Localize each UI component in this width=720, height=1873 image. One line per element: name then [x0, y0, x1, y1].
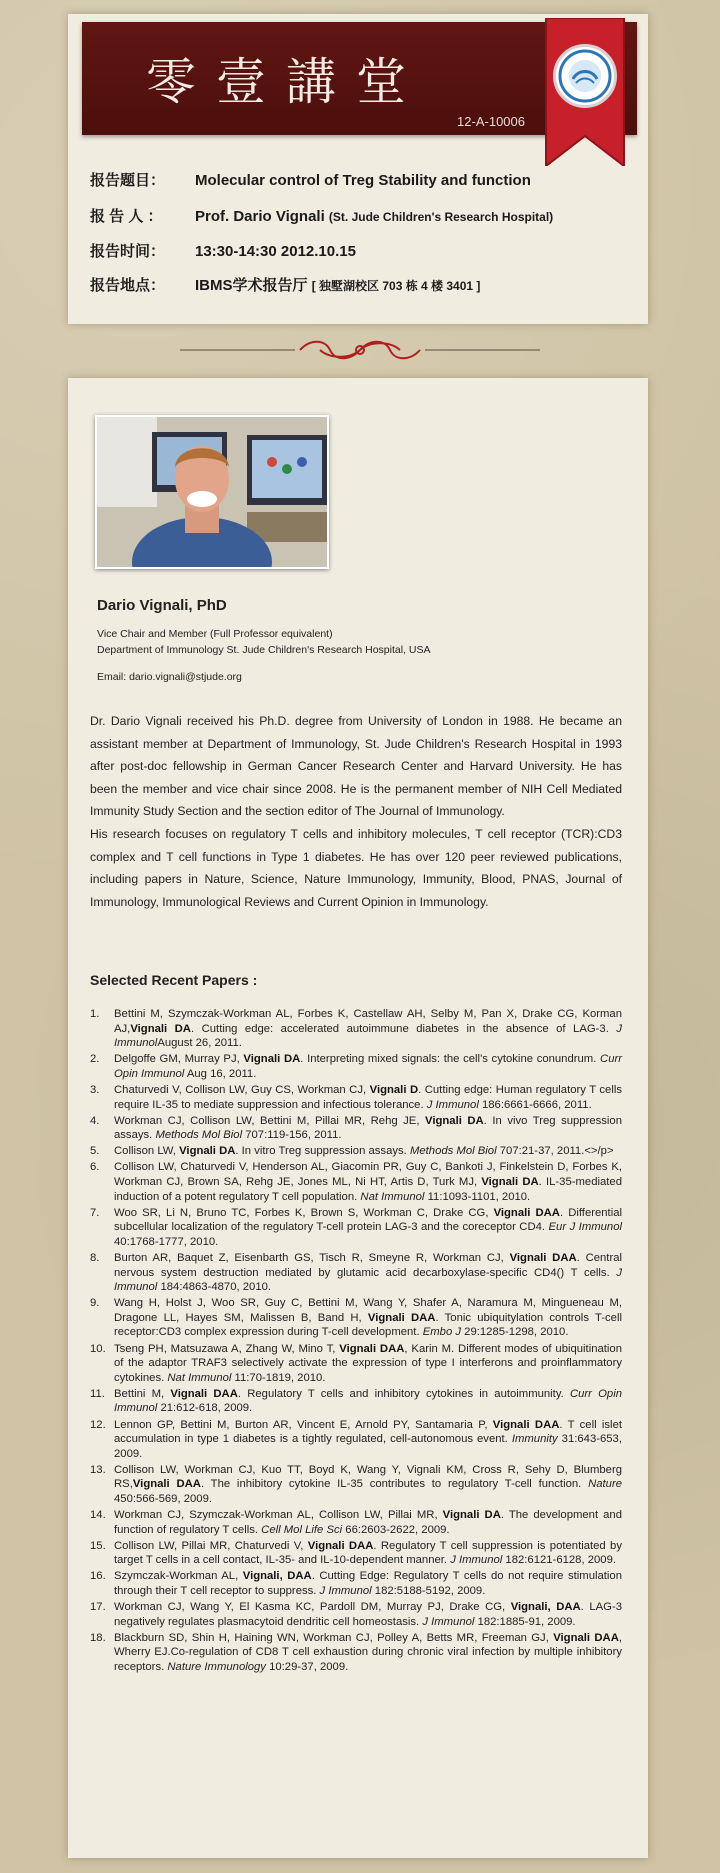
- paper-title: . Interpreting mixed signals: the cell's cytokine conundrum.: [300, 1053, 601, 1066]
- paper-item: [90, 1206, 622, 1250]
- paper-number: 13.: [90, 1463, 106, 1476]
- paper-number: 6.: [90, 1161, 100, 1174]
- paper-authors: Blackburn SD, Shin H, Haining WN, Workman CJ, Polley A, Betts MR, Freeman GJ,: [114, 1631, 554, 1644]
- paper-item: [90, 1463, 622, 1507]
- banner-code: 12-A-10006: [457, 114, 525, 129]
- paper-item: [90, 1052, 622, 1081]
- paper-authors: Burton AR, Baquet Z, Eisenbarth GS, Tisch R, Smeyne R, Workman CJ,: [114, 1252, 510, 1264]
- paper-item: [90, 1160, 622, 1204]
- paper-journal: Curr Opin Immunol: [114, 1387, 622, 1415]
- paper-highlight-author: Vignali, DAA: [242, 1570, 312, 1583]
- paper-authors: Delgoffe GM, Murray PJ,: [114, 1053, 244, 1066]
- paper-number: 14.: [90, 1509, 106, 1522]
- banner-title: 零壹講堂: [146, 53, 426, 111]
- paper-title: . The inhibitory cytokine IL-35 contributes to regulatory T-cell function.: [200, 1478, 589, 1491]
- paper-number: 12.: [90, 1418, 106, 1431]
- institute-seal-icon: [553, 44, 617, 108]
- paper-highlight-author: Vignali DAA: [493, 1206, 560, 1219]
- paper-highlight-author: Vignali DAA: [170, 1387, 238, 1400]
- paper-item: [90, 1539, 622, 1568]
- time-label: 报告时间：: [90, 243, 166, 260]
- paper-title: . LAG-3 negatively regulates plasmacytoid dendritic cell homeostasis.: [114, 1601, 622, 1628]
- paper-highlight-author: Vignali DAA: [307, 1539, 374, 1552]
- paper-item: [90, 1631, 622, 1675]
- paper-item: [90, 1114, 622, 1143]
- paper-authors: Collison LW, Chaturvedi V, Henderson AL, Giacomin PR, Guy C, Bankoti J, Finkelstein D, Forbes K, Workman CJ, Brown SA, Rehg JE, Jones ML, Ni HT, Artis D, Turk MJ,: [114, 1161, 622, 1189]
- speaker-biography: [90, 710, 622, 913]
- paper-journal: Cell Mol Life Sci: [261, 1523, 343, 1536]
- bio-paragraph-2: His research focuses on regulatory T cells and inhibitory molecules, T cell receptor (TCR):CD3 complex and T cell functions in Type 1 diabetes. He has over 120 peer reviewed publications, including papers in Nature, Science, Nature Immunology, Immunity, Blood, PNAS, Journal of Immunology, Immunological Reviews and Current Opinion in Immunology.: [90, 826, 622, 909]
- paper-citation: 66:2603-2622, 2009.: [342, 1523, 450, 1536]
- paper-highlight-author: Vignali, DAA: [510, 1601, 581, 1614]
- paper-authors: Bettini M, Szymczak-Workman AL, Forbes K, Castellaw AH, Selby M, Pan X, Drake CG, Korman AJ,: [114, 1008, 622, 1035]
- paper-number: 18.: [90, 1631, 106, 1644]
- paper-citation: 11:1093-1101, 2010.: [424, 1190, 531, 1203]
- paper-item: [90, 1007, 622, 1051]
- paper-authors: Chaturvedi V, Collison LW, Guy CS, Workman CJ,: [114, 1083, 370, 1096]
- bio-paragraph-1: Dr. Dario Vignali received his Ph.D. degree from University of London in 1988. He became an assistant member at Department of Immunology, St. Jude Children's Research Hospital in 1993 after post-doc fellowship in German Cancer Research Center and Harvard University. He has been the member and vice chair since 2008. He is the permanent member of NIH Cell Mediated Immunity Study Section and the section editor of The Journal of Immunology.: [90, 714, 622, 819]
- speaker-row: [90, 205, 610, 226]
- paper-citation: Aug 16, 2011.: [184, 1067, 257, 1080]
- paper-journal: J Immunol: [319, 1585, 372, 1598]
- paper-citation: 707:21-37, 2011.<>/p>: [496, 1145, 614, 1158]
- paper-highlight-author: Vignali DAA: [132, 1478, 201, 1491]
- paper-item: [90, 1387, 622, 1416]
- paper-authors: Woo SR, Li N, Bruno TC, Forbes K, Brown S, Workman C, Drake CG,: [114, 1206, 494, 1219]
- paper-journal: Nat Immunol: [167, 1371, 232, 1384]
- paper-journal: Nature: [588, 1478, 622, 1491]
- paper-citation: 21:612-618, 2009.: [157, 1402, 253, 1415]
- paper-authors: Workman CJ, Wang Y, El Kasma KC, Pardoll DM, Murray PJ, Drake CG,: [114, 1601, 511, 1614]
- papers-heading: Selected Recent Papers :: [90, 972, 258, 988]
- place-label: 报告地点：: [90, 277, 166, 294]
- paper-title: . In vitro Treg suppression assays.: [235, 1145, 410, 1158]
- ornament-divider-icon: [180, 335, 540, 365]
- speaker-email: Email: dario.vignali@stjude.org: [97, 671, 242, 683]
- paper-title: . Cutting edge: accelerated autoimmune diabetes in the absence of LAG-3.: [190, 1022, 617, 1035]
- talk-title-label: 报告题目：: [90, 172, 166, 189]
- paper-journal: Eur J Immunol: [548, 1221, 622, 1234]
- paper-journal: Immunity: [511, 1433, 558, 1446]
- paper-number: 1.: [90, 1008, 100, 1020]
- paper-number: 17.: [90, 1601, 106, 1614]
- paper-number: 5.: [90, 1145, 100, 1158]
- paper-highlight-author: Vignali DAA: [367, 1311, 436, 1324]
- paper-item: [90, 1083, 622, 1112]
- paper-citation: 29:1285-1298, 2010.: [461, 1326, 569, 1339]
- speaker-label: 报 告 人 ：: [90, 208, 163, 225]
- paper-journal: J Immunol: [114, 1022, 622, 1050]
- paper-title: , Karin M. Different modes of ubiquitination of the adaptor TRAF3 selectively activate the expression of type I interferons and proinflammatory cytokines.: [114, 1342, 622, 1384]
- paper-authors: Workman CJ, Collison LW, Bettini M, Pillai MR, Rehg JE,: [114, 1114, 426, 1127]
- paper-journal: Methods Mol Biol: [409, 1145, 497, 1158]
- paper-title: . Differential subcellular localization of the regulatory T-cell protein LAG-3 and the coreceptor CD4.: [114, 1206, 622, 1234]
- speaker-position: Vice Chair and Member (Full Professor equivalent): [97, 628, 333, 640]
- paper-number: 3.: [90, 1083, 100, 1096]
- paper-highlight-author: Vignali DAA: [509, 1252, 577, 1264]
- paper-number: 16.: [90, 1570, 106, 1583]
- talk-title-value: Molecular control of Treg Stability and function: [195, 172, 531, 189]
- talk-title-row: [90, 169, 610, 190]
- paper-highlight-author: Vignali DAA: [339, 1342, 405, 1355]
- paper-highlight-author: Vignali DA: [179, 1145, 236, 1158]
- speaker-value: Prof. Dario Vignali: [195, 208, 325, 225]
- paper-citation: 184:4863-4870, 2010.: [157, 1281, 272, 1294]
- paper-highlight-author: Vignali DA: [442, 1509, 501, 1522]
- paper-highlight-author: Vignali D: [369, 1083, 419, 1096]
- paper-citation: 707:119-156, 2011.: [242, 1129, 342, 1142]
- paper-title: . In vivo Treg suppression assays.: [114, 1114, 622, 1142]
- time-row: [90, 240, 610, 261]
- paper-item: [90, 1342, 622, 1386]
- paper-title: . Cutting edge: Human regulatory T cells require IL-35 to mediate suppression and infectious tolerance.: [114, 1083, 622, 1111]
- paper-title: . Regulatory T cells and inhibitory cytokines in autoimmunity.: [237, 1387, 570, 1400]
- paper-authors: Szymczak-Workman AL,: [114, 1570, 243, 1583]
- speaker-name: Dario Vignali, PhD: [97, 597, 227, 614]
- paper-citation: August 26, 2011.: [157, 1037, 242, 1050]
- paper-title: . Central nervous system destruction mediated by glutamic acid decarboxylase-specific CD4() T cells.: [114, 1252, 623, 1279]
- papers-list: [90, 1007, 622, 1676]
- paper-highlight-author: Vignali DA: [130, 1022, 191, 1035]
- paper-item: [90, 1600, 622, 1629]
- paper-authors: Wang H, Holst J, Woo SR, Guy C, Bettini M, Wang Y, Shafer A, Naramura M, Mingueneau M, Dragone LL, Hayes SM, Malissen B, Band H,: [114, 1297, 622, 1324]
- paper-title: . T cell islet accumulation in type 1 diabetes is a tightly regulated, cell-autonomous event.: [114, 1418, 622, 1446]
- paper-number: 10.: [90, 1342, 106, 1355]
- paper-journal: J Immunol: [426, 1098, 479, 1111]
- speaker-department: Department of Immunology St. Jude Children's Research Hospital, USA: [97, 644, 431, 656]
- paper-title: . The development and function of regulatory T cells.: [114, 1509, 623, 1536]
- place-value: IBMS学术报告厅: [195, 277, 308, 294]
- paper-title: . IL-35-mediated induction of a potent regulatory T cell population.: [114, 1176, 622, 1203]
- paper-number: 7.: [90, 1206, 100, 1219]
- paper-journal: Embo J: [422, 1326, 462, 1339]
- paper-journal: Nat Immunol: [360, 1190, 425, 1203]
- paper-authors: Collison LW,: [114, 1145, 180, 1158]
- paper-journal: Curr Opin Immunol: [114, 1053, 622, 1080]
- paper-item: [90, 1418, 622, 1462]
- paper-authors: Collison LW, Pillai MR, Chaturvedi V,: [114, 1539, 308, 1552]
- paper-journal: Nature Immunology: [167, 1661, 266, 1674]
- paper-number: 9.: [90, 1297, 100, 1310]
- time-value: 13:30-14:30 2012.10.15: [195, 243, 356, 260]
- paper-highlight-author: Vignali DAA: [492, 1418, 560, 1431]
- paper-title: . Regulatory T cell suppression is potentiated by target T cells in a cell contact, IL-35- and IL-10-dependent manner.: [114, 1539, 622, 1567]
- paper-citation: 40:1768-1777, 2010.: [114, 1235, 219, 1248]
- paper-citation: 31:643-653, 2009.: [114, 1433, 622, 1460]
- paper-citation: 450:566-569, 2009.: [114, 1493, 212, 1505]
- paper-citation: 182:6121-6128, 2009.: [502, 1554, 616, 1567]
- paper-highlight-author: Vignali DA: [425, 1114, 484, 1127]
- paper-number: 8.: [90, 1252, 100, 1264]
- paper-authors: Tseng PH, Matsuzawa A, Zhang W, Mino T,: [114, 1342, 340, 1355]
- paper-journal: J Immunol: [422, 1615, 475, 1628]
- speaker-affiliation: (St. Jude Children's Research Hospital): [328, 210, 554, 224]
- paper-title: . Cutting Edge: Regulatory T cells do not require stimulation through their T cell receptor to suppress.: [114, 1570, 622, 1598]
- paper-authors: Bettini M,: [114, 1387, 171, 1400]
- paper-highlight-author: Vignali DA: [243, 1053, 301, 1066]
- speaker-photo: [95, 415, 329, 569]
- paper-item: [90, 1569, 622, 1598]
- paper-title: , Wherry EJ.Co-regulation of CD8 T cell exhaustion during chronic viral infection by multiple inhibitory receptors.: [114, 1631, 622, 1674]
- paper-highlight-author: Vignali DAA: [553, 1631, 619, 1644]
- paper-item: [90, 1144, 622, 1159]
- place-detail: [ 独墅湖校区 703 栋 4 楼 3401 ]: [311, 279, 481, 293]
- paper-citation: 182:1885-91, 2009.: [474, 1615, 576, 1628]
- paper-title: . Tonic ubiquitylation controls T-cell receptor:CD3 complex expression during T-cell development.: [114, 1311, 622, 1339]
- place-row: [90, 274, 610, 295]
- paper-citation: 10:29-37, 2009.: [265, 1661, 349, 1674]
- paper-journal: J Immunol: [450, 1554, 503, 1567]
- paper-number: 15.: [90, 1539, 106, 1552]
- paper-item: [90, 1508, 622, 1537]
- paper-authors: Collison LW, Workman CJ, Kuo TT, Boyd K, Wang Y, Vignali KM, Cross R, Sehy D, Blumberg RS,: [114, 1463, 622, 1491]
- paper-item: [90, 1251, 622, 1295]
- paper-citation: 11:70-1819, 2010.: [231, 1371, 326, 1384]
- paper-number: 2.: [90, 1053, 100, 1066]
- paper-highlight-author: Vignali DA: [481, 1176, 539, 1189]
- paper-number: 11.: [90, 1387, 105, 1400]
- paper-journal: J Immunol: [114, 1266, 622, 1294]
- paper-number: 4.: [90, 1114, 100, 1127]
- paper-citation: 186:6661-6666, 2011.: [478, 1098, 592, 1111]
- paper-journal: Methods Mol Biol: [155, 1129, 243, 1142]
- paper-citation: 182:5188-5192, 2009.: [371, 1585, 486, 1598]
- paper-item: [90, 1296, 622, 1340]
- paper-authors: Workman CJ, Szymczak-Workman AL, Collison LW, Pillai MR,: [114, 1509, 443, 1522]
- paper-authors: Lennon GP, Bettini M, Burton AR, Vincent E, Arnold PY, Santamaria P,: [114, 1418, 493, 1431]
